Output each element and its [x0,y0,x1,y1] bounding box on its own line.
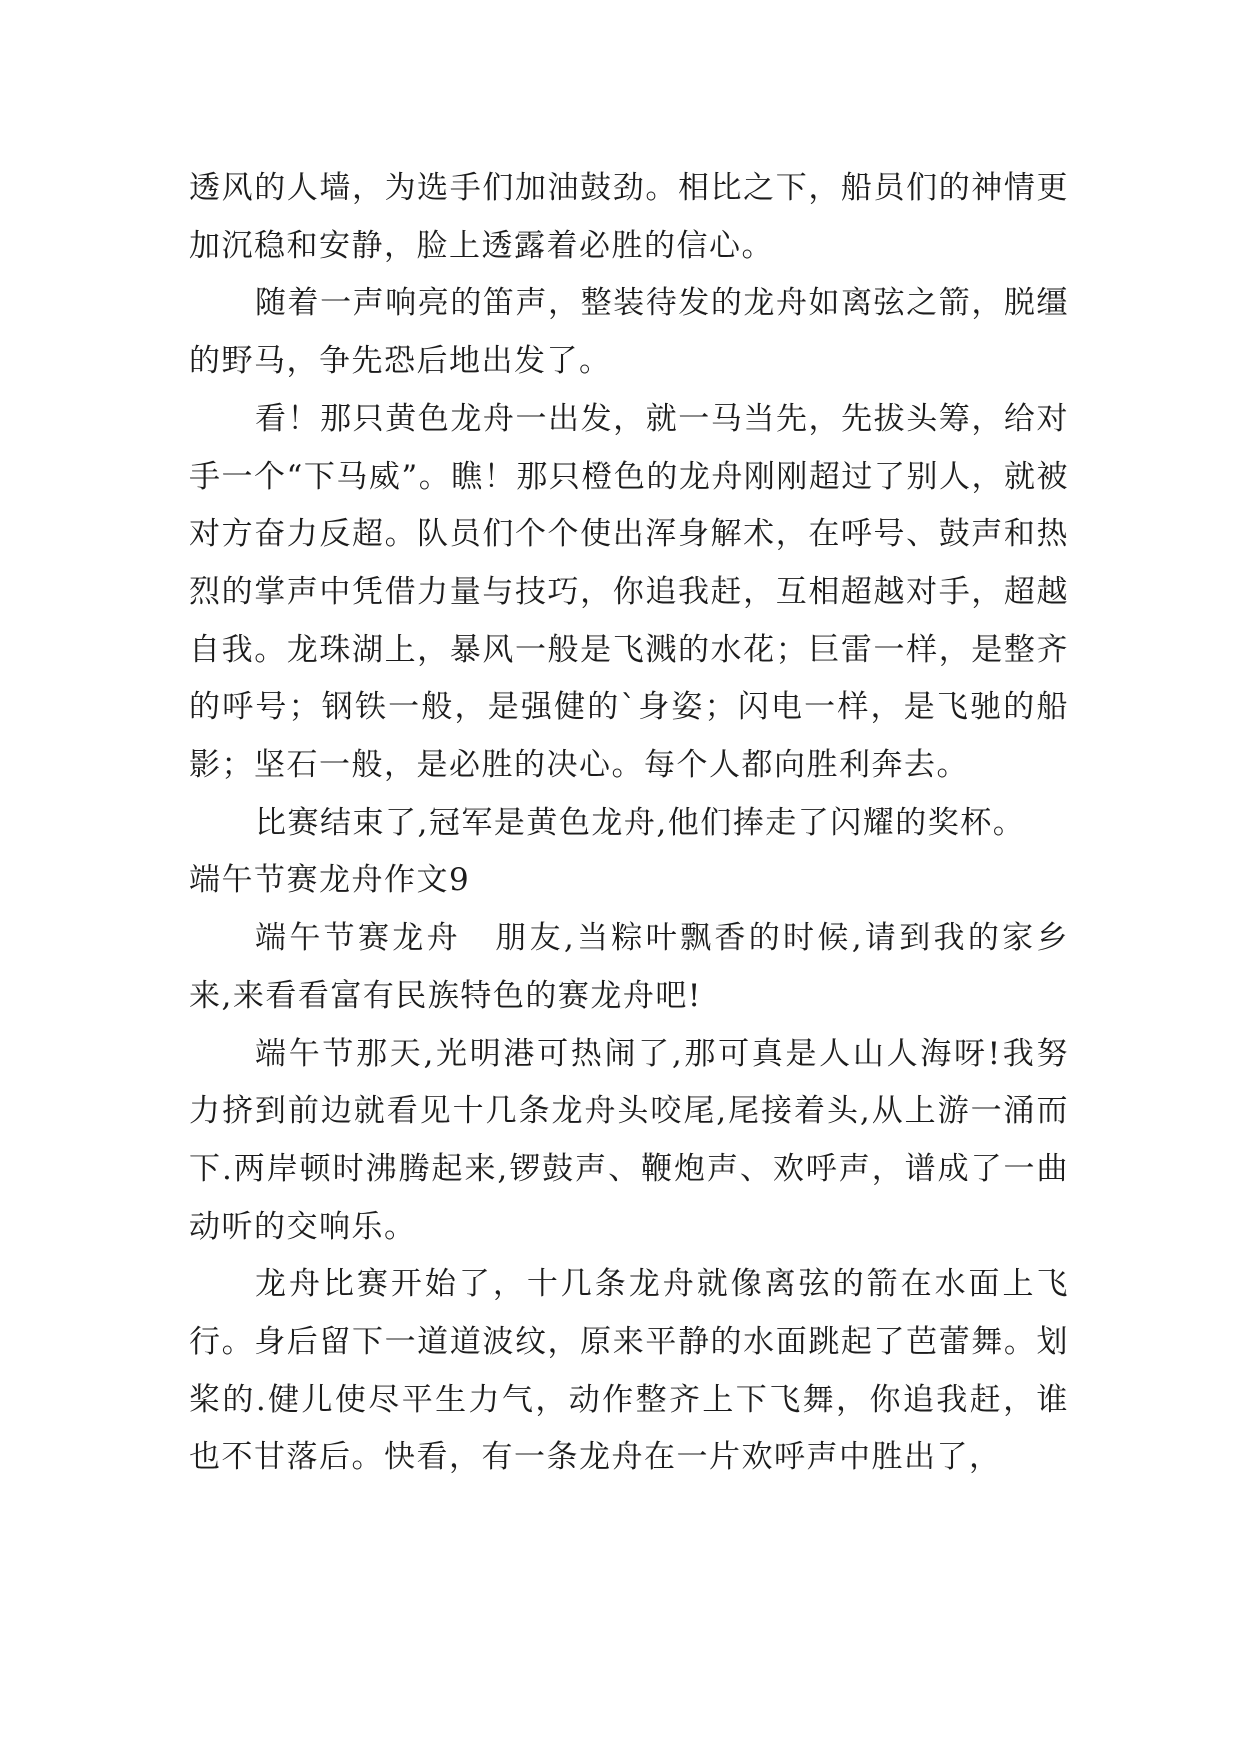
paragraph: 透风的人墙，为选手们加油鼓劲。相比之下，船员们的神情更加沉稳和安静，脸上透露着必胜的信心。 [189,170,1069,264]
paragraph: 看！那只黄色龙舟一出发，就一马当先，先拔头筹，给对手一个“下马威”。瞧！那只橙色的龙舟刚刚超过了别人，就被对方奋力反超。队员们个个使出浑身解术，在呼号、鼓声和热烈的掌声中凭借力量与技巧，你追我赶，互相超越对手，超越自我。龙珠湖上，暴风一般是飞溅的水花；巨雷一样，是整齐的呼号；钢铁一般，是强健的`身姿；闪电一样，是飞驰的船影；坚石一般，是必胜的决心。每个人都向胜利奔去。 [189,400,1069,784]
paragraph: 随着一声响亮的笛声，整装待发的龙舟如离弦之箭，脱缰的野马，争先恐后地出发了。 [189,285,1069,380]
document-body [189,160,1069,1487]
paragraph: 龙舟比赛开始了，十几条龙舟就像离弦的箭在水面上飞行。身后留下一道道波纹，原来平静的水面跳起了芭蕾舞。划桨的.健儿使尽平生力气，动作整齐上下飞舞，你追我赶，谁也不甘落后。快看，有一条龙舟在一片欢呼声中胜出了， [189,1266,1069,1476]
paragraph: 端午节赛龙舟 朋友,当粽叶飘香的时候,请到我的家乡来,来看看富有民族特色的赛龙舟吧! [189,920,1069,1014]
paragraph: 比赛结束了,冠军是黄色龙舟,他们捧走了闪耀的奖杯。 [255,804,1026,841]
paragraph: 端午节那天,光明港可热闹了,那可真是人山人海呀!我努力挤到前边就看见十几条龙舟头咬尾,尾接着头,从上游一涌而下.两岸顿时沸腾起来,锣鼓声、鞭炮声、欢呼声，谱成了一曲动听的交响乐。 [189,1035,1069,1245]
section-heading: 端午节赛龙舟作文9 [189,862,471,899]
